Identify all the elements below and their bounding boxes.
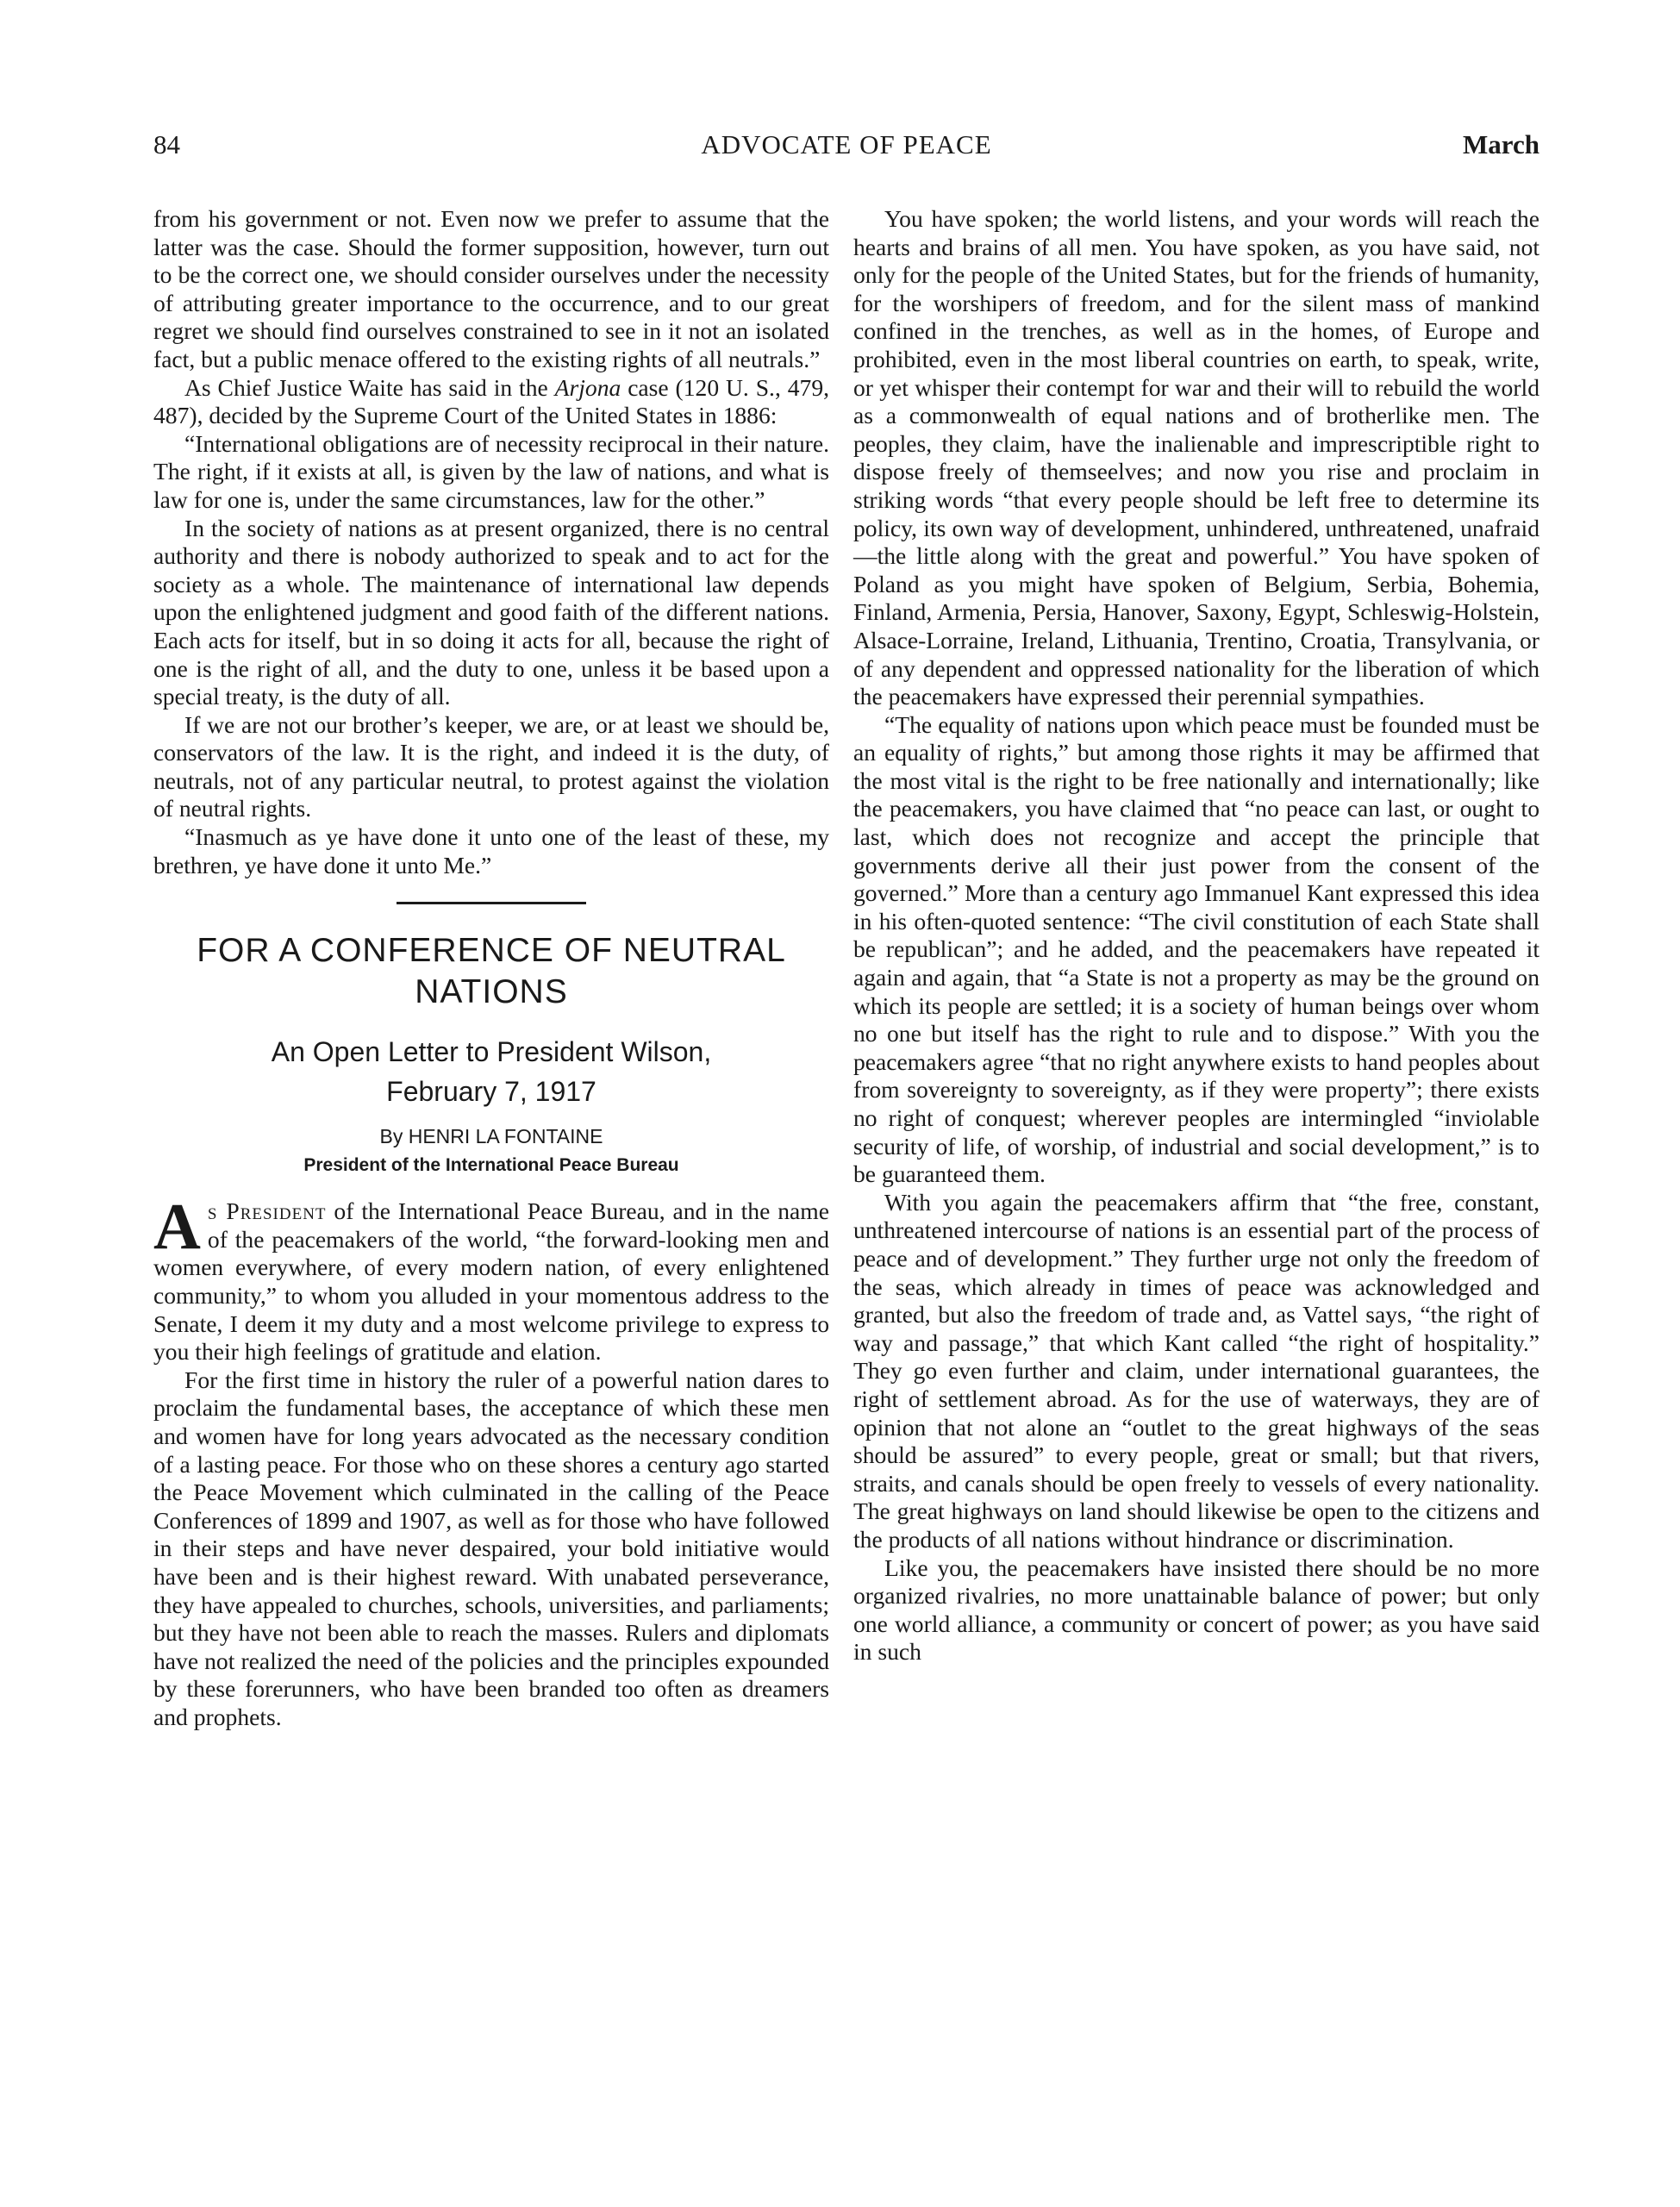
paragraph-text: of the International Peace Bureau, and in the name of the peacemakers of the world, “the forward-looking men and women everywhere, of every modern nation, of every enlightened community,” to whom you alluded in your momentous address to the Senate, I deem it my duty and a most welcome privilege to express to you their high feelings of gratitude and elation. (153, 1197, 829, 1366)
paragraph: “Inasmuch as ye have done it unto one of the least of these, my brethren, ye have done it unto Me.” (153, 823, 829, 878)
opening-smallcaps: s President (207, 1197, 327, 1225)
paragraph: With you again the peacemakers affirm that “the free, constant, unthreatened intercourse of nations is an essential part of the process of peace and of development.” They further urge not only the freedom of the seas, which already in times of peace was acknowledged and granted, but also the freedom of trade and, as Vattel says, “the right of way and passage,” that which Kant called “the right of hospitality.” They go even further and claim, under international guarantees, the right of settlement abroad. As for the use of waterways, they are of opinion that not alone an “outlet to the great highways of the seas should be assured” to every people, great or small; but that rivers, straits, and canals should be open freely to vessels of every nationality. The great highways on land should likewise be open to the citizens and the products of all nations without hindrance or discrimination. (853, 1188, 1539, 1553)
paragraph: “The equality of nations upon which peace must be founded must be an equality of rights,” but among those rights it may be affirmed that the most vital is the right to be free nationally and internationally; like the peacemakers, you have claimed that “no peace can last, or ought to last, which does not recognize and accept the principle that governments derive all their just power from the consent of the governed.” More than a century ago Immanuel Kant expressed this idea in his often-quoted sentence: “The civil constitution of each State shall be republican”; and he added, and the peacemakers have repeated it again and again, that “a State is not a property as may be the ground on which its people are settled; it is a society of human beings over whom no one but itself has the right to rule and to dispose.” With you the peacemakers agree “that no right anywhere exists to hand peoples about from sovereignty to sovereignty, as if they were property”; there exists no right of conquest; wherever peoples are intermingled “inviolable security of life, of worship, of industrial and social development,” is to be guaranteed them. (853, 710, 1539, 1188)
paragraph (153, 374, 829, 430)
opening-paragraph (153, 1191, 829, 1366)
paragraph: For the first time in history the ruler of a powerful nation dares to proclaim the fundamental bases, the acceptance of which these men and women have for long years advocated as the necessary condition of a lasting peace. For those who on these shores a century ago started the Peace Movement which culminated in the calling of the Peace Conferences of 1899 and 1907, as well as for those who have followed in their steps and have never despaired, your bold initiative would have been and is their highest reward. With unabated perseverance, they have appealed to churches, schools, universities, and parliaments; but they have not been able to reach the masses. Rulers and diplomats have not realized the need of the policies and the principles expounded by these forerunners, who have been branded too often as dreamers and prophets. (153, 1366, 829, 1730)
subtitle-line: An Open Letter to President Wilson, (271, 1036, 712, 1068)
article-subtitle (153, 1032, 829, 1111)
author-affiliation: President of the International Peace Bureau (303, 1155, 679, 1176)
subtitle-date: February 7, 1917 (386, 1076, 596, 1108)
right-column (853, 205, 1539, 1666)
paragraph: from his government or not. Even now we prefer to assume that the latter was the case. Should the former supposition, however, turn out to be the correct one, we should consider ourselves under the necessity of attributing greater importance to the occurrence, and to our great regret we should find ourselves constrained to see in it not an isolated fact, but a public menace offered to the existing rights of all neutrals.” (153, 205, 829, 372)
paragraph: If we are not our brother’s keeper, we are, or at least we should be, conservators of the law. It is the right, and indeed it is the duty, of neutrals, not of any particular neutral, to protest against the violation of neutral rights. (153, 710, 829, 822)
issue-month: March (1463, 129, 1539, 159)
paragraph: “International obligations are of necessity reciprocal in their nature. The right, if it exists at all, is given by the law of nations, and what is law for one is, under the same circumstances, law for the other.” (153, 429, 829, 513)
left-column (153, 205, 829, 1732)
paragraph-text: case (120 U. S., 479, 487), decided by the Supreme Court of the United States in 1886: (153, 373, 830, 429)
paragraph: Like you, the peacemakers have insisted there should be no more organized rivalries, no more unattainable balance of power; but only one world alliance, a community or concert of power; as you have said in such (853, 1554, 1539, 1666)
paragraph: In the society of nations as at present organized, there is no central authority and there is nobody authorized to speak and to act for the society as a whole. The maintenance of international law depends upon the enlightened judgment and good faith of the different nations. Each acts for itself, but in so doing it acts for all, because the right of one is the right of all, and the duty to one, unless it be based upon a special treaty, is the duty of all. (153, 514, 829, 710)
paragraph-text: As Chief Justice Waite has said in the (184, 373, 555, 401)
drop-cap: A (153, 1191, 201, 1264)
page-number: 84 (153, 129, 180, 159)
case-name: Arjona (554, 373, 621, 401)
page-header (153, 129, 1539, 172)
article-title: FOR A CONFERENCE OF NEUTRAL NATIONS (197, 932, 786, 1011)
running-title: ADVOCATE OF PEACE (701, 129, 992, 159)
section-divider (397, 902, 586, 904)
article-byline: By HENRI LA FONTAINE (379, 1125, 603, 1148)
paragraph: You have spoken; the world listens, and your words will reach the hearts and brains of all men. You have spoken, as you have said, not only for the people of the United States, but for the friends of humanity, for the worshipers of freedom, and for the silent mass of mankind confined in the trenches, as well as in the homes, of Europe and prohibited, even in the most liberal countries on earth, to speak, write, or yet whisper their contempt for war and their will to rebuild the world as a commonwealth of equal nations and of brotherlike men. The peoples, they claim, have the inalienable and imprescriptible right to dispose freely of themseelves; and now you rise and proclaim in striking words “that every people should be left free to determine its policy, its own way of development, unhindered, unthreatened, unafraid—the little along with the great and powerful.” You have spoken of Poland as you might have spoken of Belgium, Serbia, Bohemia, Finland, Armenia, Persia, Hanover, Saxony, Egypt, Schleswig-Holstein, Alsace-Lorraine, Ireland, Lithuania, Trentino, Croatia, Transylvania, or of any dependent and oppressed nationality for the liberation of which the peacemakers have expressed their perennial sympathies. (853, 205, 1539, 710)
